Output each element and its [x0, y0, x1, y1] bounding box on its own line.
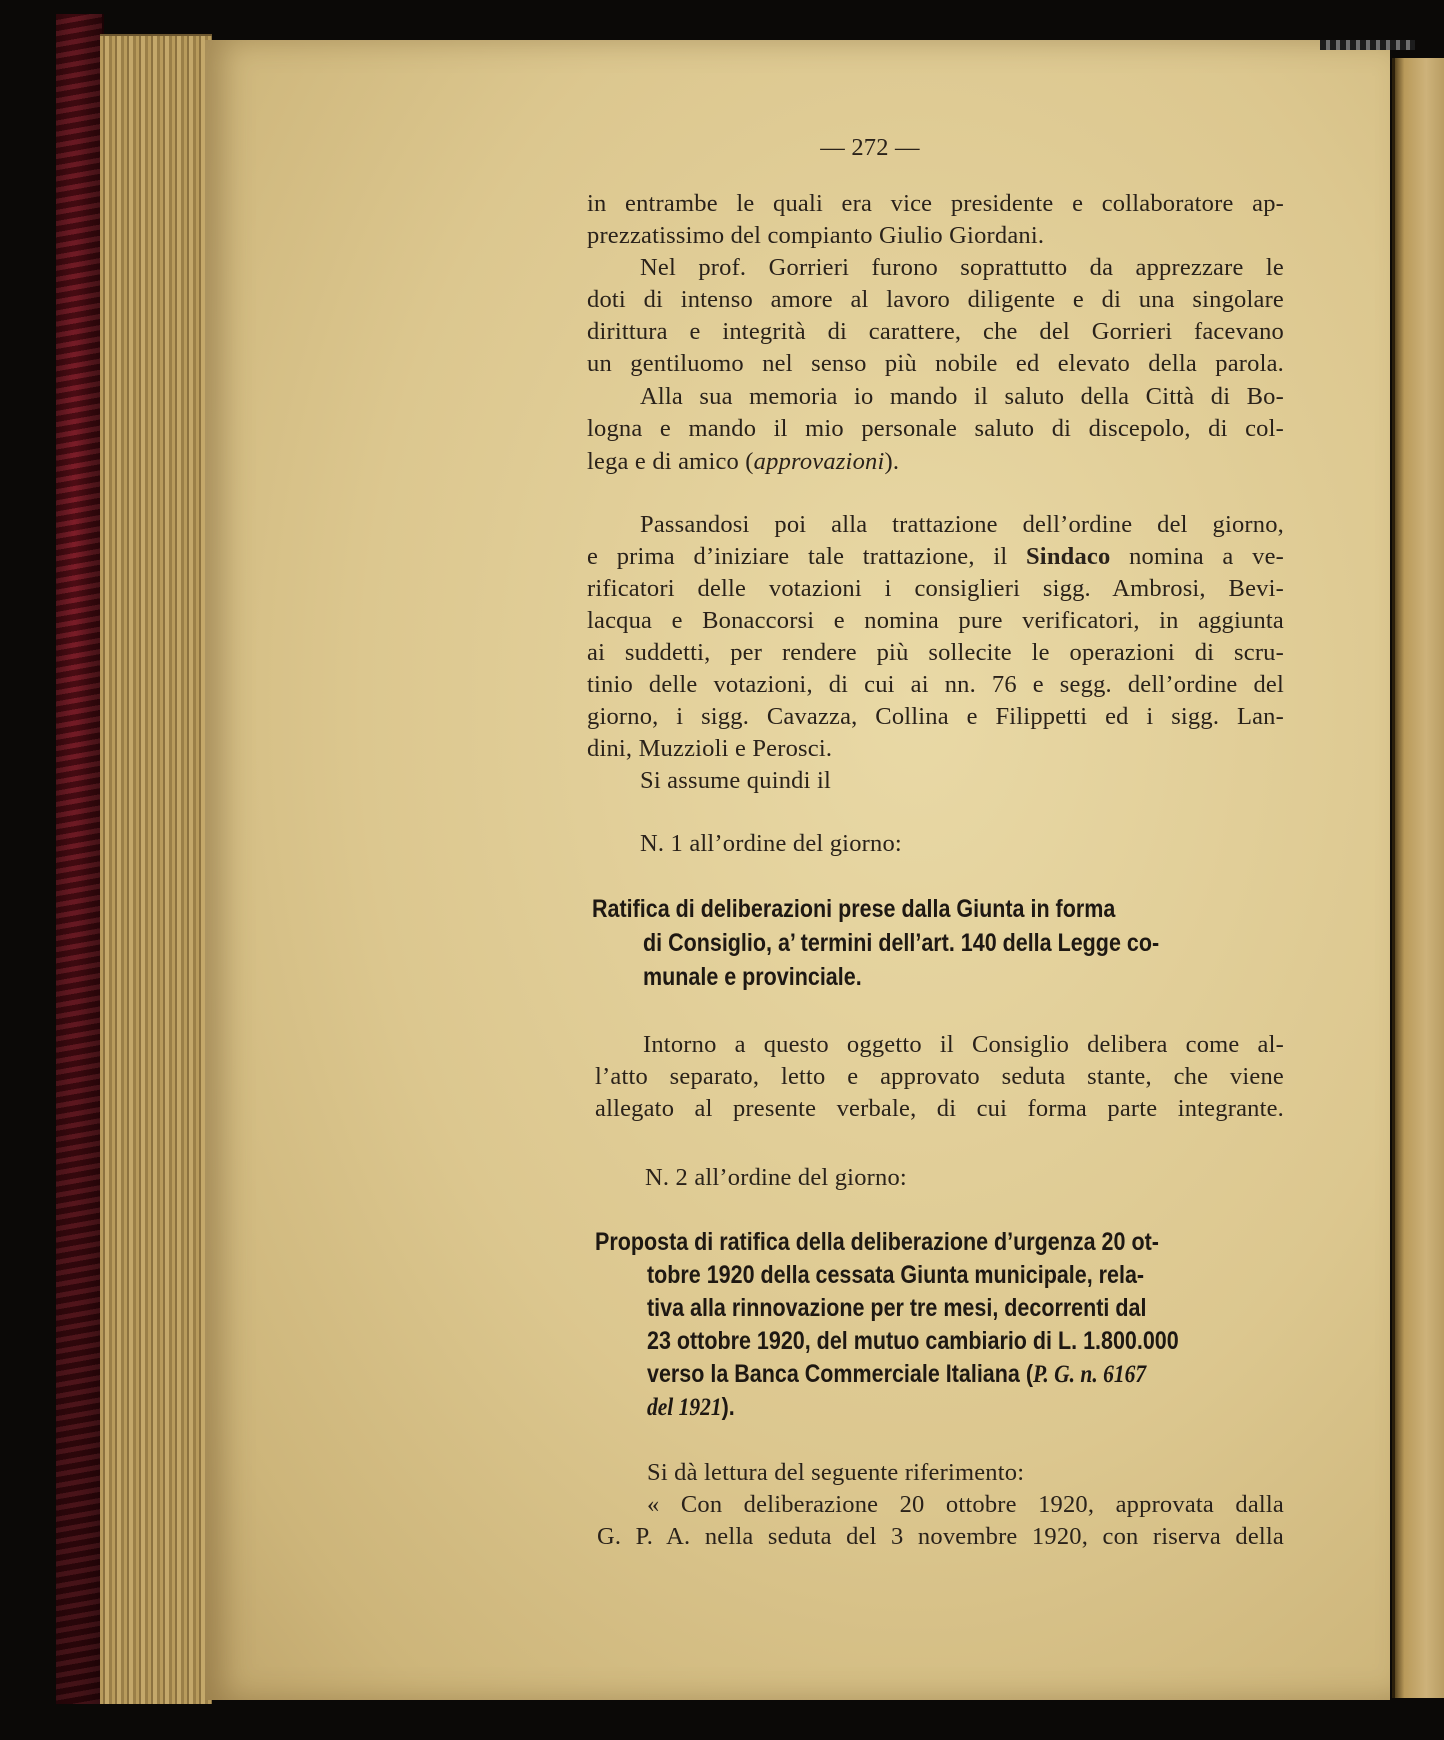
agenda-item-label: N. 1 all’ordine del giorno:	[640, 830, 902, 857]
line-text: nomina a ve-	[1110, 543, 1285, 570]
agenda-item-title: Proposta di ratifica della deliberazione d’urgenza 20 ot-	[595, 1228, 1159, 1256]
scan-calibration-strip	[1320, 40, 1415, 50]
paragraph-line: lacqua e Bonaccorsi e nomina pure verificatori, in aggiunta	[587, 607, 1284, 634]
paragraph-line: Si assume quindi il	[640, 767, 831, 794]
bold-text: Sindaco	[1025, 543, 1111, 570]
page-stack-edges	[100, 34, 212, 1704]
paragraph-line: tinio delle votazioni, di cui ai nn. 76 e segg. dell’ordine del	[587, 671, 1284, 698]
agenda-item-title: tobre 1920 della cessata Giunta municipale, rela-	[647, 1261, 1145, 1289]
paragraph-line: Nel prof. Gorrieri furono soprattutto da apprezzare le	[640, 254, 1284, 281]
agenda-item-title: Ratifica di deliberazioni prese dalla Giunta in forma	[592, 895, 1116, 923]
agenda-item-label: N. 2 all’ordine del giorno:	[645, 1164, 907, 1191]
paragraph-line: prezzatissimo del compianto Giulio Giordani.	[587, 222, 1045, 249]
paragraph-line: G. P. A. nella seduta del 3 novembre 1920, con riserva della	[597, 1523, 1284, 1550]
italic-text: approvazioni	[753, 448, 885, 475]
agenda-item-title	[647, 1391, 735, 1424]
paragraph-line: Alla sua memoria io mando il saluto della Città di Bo-	[640, 383, 1284, 410]
paragraph-line: dini, Muzzioli e Perosci.	[587, 735, 833, 762]
paragraph-line	[587, 446, 899, 478]
paragraph-line: l’atto separato, letto e approvato seduta stante, che viene	[595, 1063, 1284, 1090]
paragraph-line: un gentiluomo nel senso più nobile ed elevato della parola.	[587, 350, 1284, 377]
italic-text: del 1921	[647, 1394, 722, 1421]
paragraph-line: logna e mando il mio personale saluto di discepolo, di col-	[587, 415, 1284, 442]
page-number: — 272 —	[820, 134, 920, 161]
agenda-item-title: 23 ottobre 1920, del mutuo cambiario di L. 1.800.000	[647, 1327, 1179, 1355]
paragraph-line: ai suddetti, per rendere più sollecite le operazioni di scru-	[587, 639, 1284, 666]
paragraph-line: dirittura e integrità di carattere, che del Gorrieri facevano	[587, 318, 1284, 345]
paragraph-line	[587, 541, 1284, 573]
line-text: lega e di amico (	[587, 448, 754, 475]
book-cover-edge	[56, 14, 104, 1704]
agenda-item-title	[647, 1358, 1146, 1391]
agenda-item-title: tiva alla rinnovazione per tre mesi, decorrenti dal	[647, 1294, 1147, 1322]
title-text: ).	[721, 1393, 735, 1421]
italic-text: P. G. n. 6167	[1032, 1361, 1147, 1388]
paragraph-line: rificatori delle votazioni i consiglieri sigg. Ambrosi, Bevi-	[587, 575, 1284, 602]
line-text: e prima d’iniziare tale trattazione, il	[587, 543, 1026, 570]
paragraph-line: Passandosi poi alla trattazione dell’ordine del giorno,	[640, 511, 1284, 538]
agenda-item-title: munale e provinciale.	[643, 963, 862, 991]
paragraph-line: Si dà lettura del seguente riferimento:	[647, 1459, 1025, 1486]
line-text: ).	[884, 448, 900, 475]
paragraph-line: doti di intenso amore al lavoro diligente e di una singolare	[587, 286, 1284, 313]
agenda-item-title: di Consiglio, a’ termini dell’art. 140 della Legge co-	[643, 929, 1160, 957]
paragraph-line: « Con deliberazione 20 ottobre 1920, approvata dalla	[647, 1491, 1284, 1518]
facing-page-edge	[1392, 58, 1444, 1698]
paragraph-line: Intorno a questo oggetto il Consiglio delibera come al-	[643, 1031, 1284, 1058]
paragraph-line: in entrambe le quali era vice presidente e collaboratore ap-	[587, 190, 1284, 217]
paragraph-line: allegato al presente verbale, di cui forma parte integrante.	[595, 1095, 1284, 1122]
title-text: verso la Banca Commerciale Italiana (	[647, 1360, 1033, 1388]
paragraph-line: giorno, i sigg. Cavazza, Collina e Filippetti ed i sigg. Lan-	[587, 703, 1284, 730]
